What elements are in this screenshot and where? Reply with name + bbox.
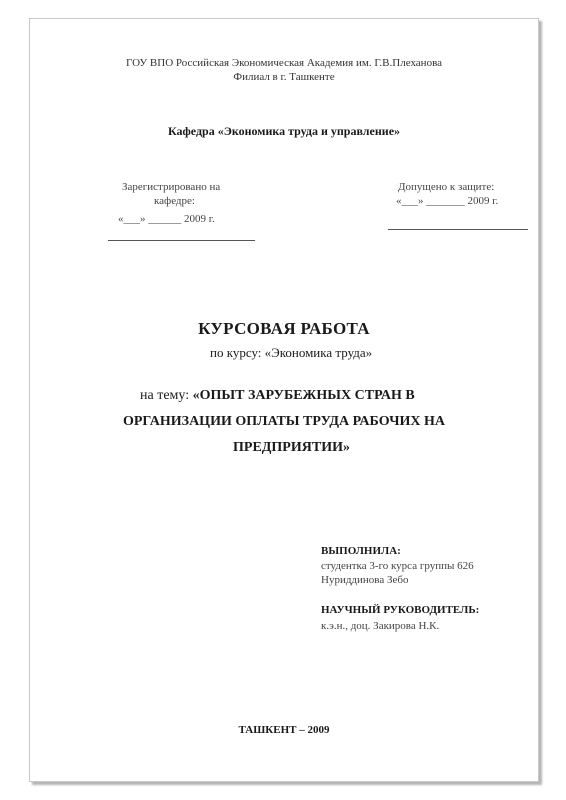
organization-line-2: Филиал в г. Ташкенте [233, 71, 335, 83]
admission-label: Допущено к защите: [398, 181, 495, 193]
registration-label-1: Зарегистрировано на [122, 181, 221, 193]
admission-signature-line [388, 229, 528, 230]
registration-signature-line [108, 240, 255, 241]
executor-group: студентка 3-го курса группы 626 [321, 560, 474, 572]
executor-name: Нуриддинова Зебо [321, 574, 409, 586]
supervisor-heading: НАУЧНЫЙ РУКОВОДИТЕЛЬ: [321, 604, 480, 616]
topic-line-2: ОРГАНИЗАЦИИ ОПЛАТЫ ТРУДА РАБОЧИХ НА [122, 414, 446, 429]
executor-heading: ВЫПОЛНИЛА: [321, 545, 401, 557]
registration-date: «___» ______ 2009 г. [118, 213, 215, 225]
document-page [29, 18, 539, 782]
supervisor-name: к.э.н., доц. Закирова Н.К. [321, 620, 440, 632]
department-title: Кафедра «Экономика труда и управление» [167, 124, 401, 138]
course-name: по курсу: «Экономика труда» [210, 345, 373, 360]
admission-date: «___» _______ 2009 г. [396, 195, 499, 207]
topic-prefix: на тему: [140, 388, 193, 403]
registration-label-2: кафедре: [154, 195, 195, 207]
organization-line-1: ГОУ ВПО Российская Экономическая Академия им. Г.В.Плеханова [125, 57, 442, 69]
city-year: ТАШКЕНТ – 2009 [238, 724, 330, 736]
work-title: КУРСОВАЯ РАБОТА [198, 319, 370, 338]
topic-text-1: «ОПЫТ ЗАРУБЕЖНЫХ СТРАН В [192, 388, 415, 403]
topic-line-1 [140, 387, 415, 404]
topic-line-3: ПРЕДПРИЯТИИ» [233, 440, 350, 455]
